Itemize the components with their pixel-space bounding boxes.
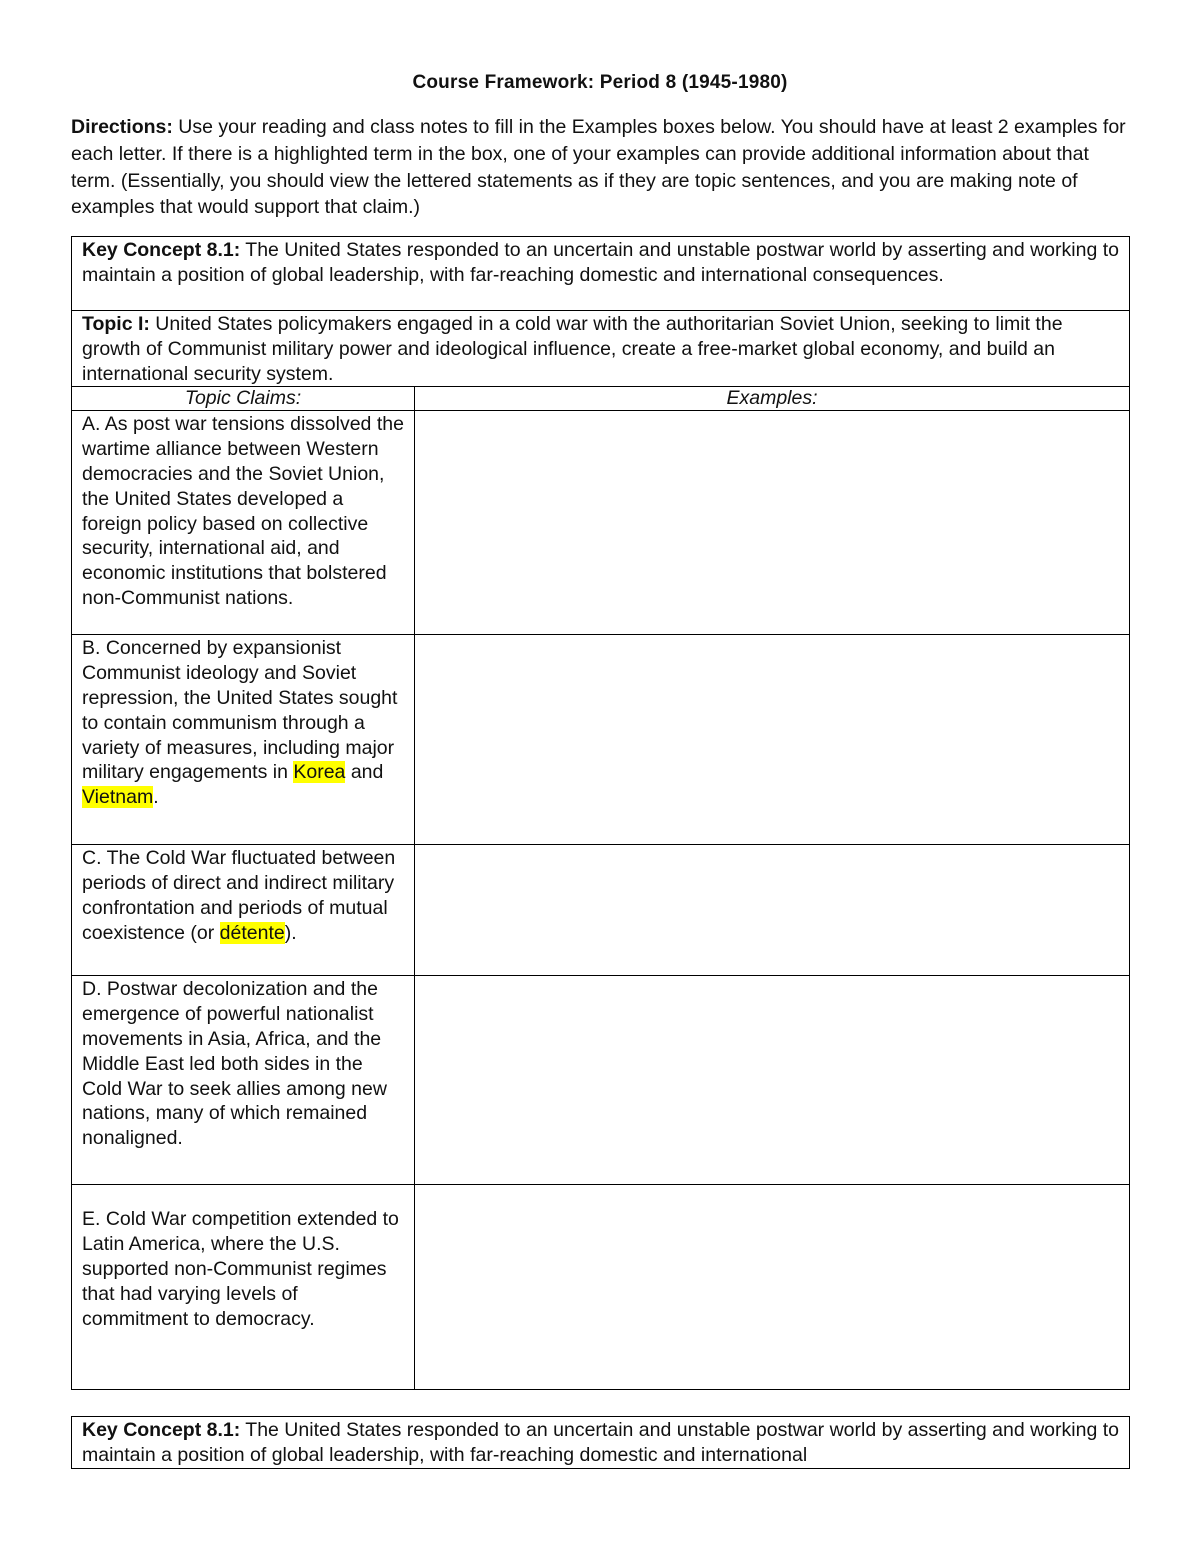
key-concept-label: Key Concept 8.1: xyxy=(82,239,241,261)
claim-b-end: . xyxy=(153,786,159,809)
directions-text: Use your reading and class notes to fill in the Examples boxes below. You should have at least 2 examples for each letter. If there is a highlighted term in the box, one of your examples can provide additional information about that term. (Essentially, you should view the lettered statements as if they are topic sentences, and you are making note of examples that would support that claim.) xyxy=(71,116,1126,219)
table-header-row xyxy=(72,387,1130,411)
claim-d: D. Postwar decolonization and the emergence of powerful nationalist movements in Asia, Africa, and the Middle East led both sides in the Cold War to seek allies among new nations, many of which remained nonaligned. xyxy=(72,976,415,1185)
examples-header: Examples: xyxy=(415,387,1130,411)
directions-paragraph xyxy=(71,114,1131,221)
key-concept-cell xyxy=(72,237,1130,311)
key-concept-row-2 xyxy=(72,1417,1130,1469)
claims-header: Topic Claims: xyxy=(72,387,415,411)
claim-a: A. As post war tensions dissolved the wartime alliance between Western democracies and the Soviet Union, the United States developed a foreign policy based on collective security, international aid, and economic institutions that bolstered non-Communist nations. xyxy=(72,411,415,635)
framework-table xyxy=(71,236,1130,1390)
examples-box-a[interactable] xyxy=(415,411,1130,635)
topic-row xyxy=(72,311,1130,387)
key-concept-text-2: The United States responded to an uncertain and unstable postwar world by asserting and working to maintain a position of global leadership, with far-reaching domestic and international xyxy=(82,1419,1119,1466)
claim-b xyxy=(72,635,415,845)
highlight-detente: détente xyxy=(219,921,285,944)
examples-box-c[interactable] xyxy=(415,845,1130,976)
claim-row-a xyxy=(72,411,1130,635)
claim-c xyxy=(72,845,415,976)
key-concept-row xyxy=(72,237,1130,311)
highlight-korea: Korea xyxy=(293,761,346,784)
examples-box-d[interactable] xyxy=(415,976,1130,1185)
framework-table-2 xyxy=(71,1416,1130,1469)
key-concept-label-2: Key Concept 8.1: xyxy=(82,1419,241,1441)
highlight-vietnam: Vietnam xyxy=(82,786,154,809)
claim-row-e xyxy=(72,1185,1130,1390)
page-title: Course Framework: Period 8 (1945-1980) xyxy=(412,72,788,93)
examples-box-e[interactable] xyxy=(415,1185,1130,1390)
claim-e: E. Cold War competition extended to Latin America, where the U.S. supported non-Communist regimes that had varying levels of commitment to democracy. xyxy=(72,1185,415,1390)
claim-row-c xyxy=(72,845,1130,976)
topic-cell xyxy=(72,311,1130,387)
key-concept-cell-2 xyxy=(72,1417,1130,1469)
claim-row-b xyxy=(72,635,1130,845)
examples-box-b[interactable] xyxy=(415,635,1130,845)
key-concept-text: The United States responded to an uncertain and unstable postwar world by asserting and working to maintain a position of global leadership, with far-reaching domestic and international consequences. xyxy=(82,239,1119,286)
topic-label: Topic I: xyxy=(82,313,150,335)
claim-row-d xyxy=(72,976,1130,1185)
topic-text: United States policymakers engaged in a cold war with the authoritarian Soviet Union, seeking to limit the growth of Communist military power and ideological influence, create a free-market global economy, and build an international security system. xyxy=(82,313,1063,385)
claim-b-text: B. Concerned by expansionist Communist ideology and Soviet repression, the United States sought to contain communism through a variety of measures, including major military engagements in xyxy=(82,637,398,784)
claim-c-end: ). xyxy=(284,921,297,944)
directions-label: Directions: xyxy=(71,116,173,138)
claim-c-text: C. The Cold War fluctuated between periods of direct and indirect military confrontation and periods of mutual coexistence (or xyxy=(82,847,396,944)
claim-b-and: and xyxy=(345,761,384,784)
